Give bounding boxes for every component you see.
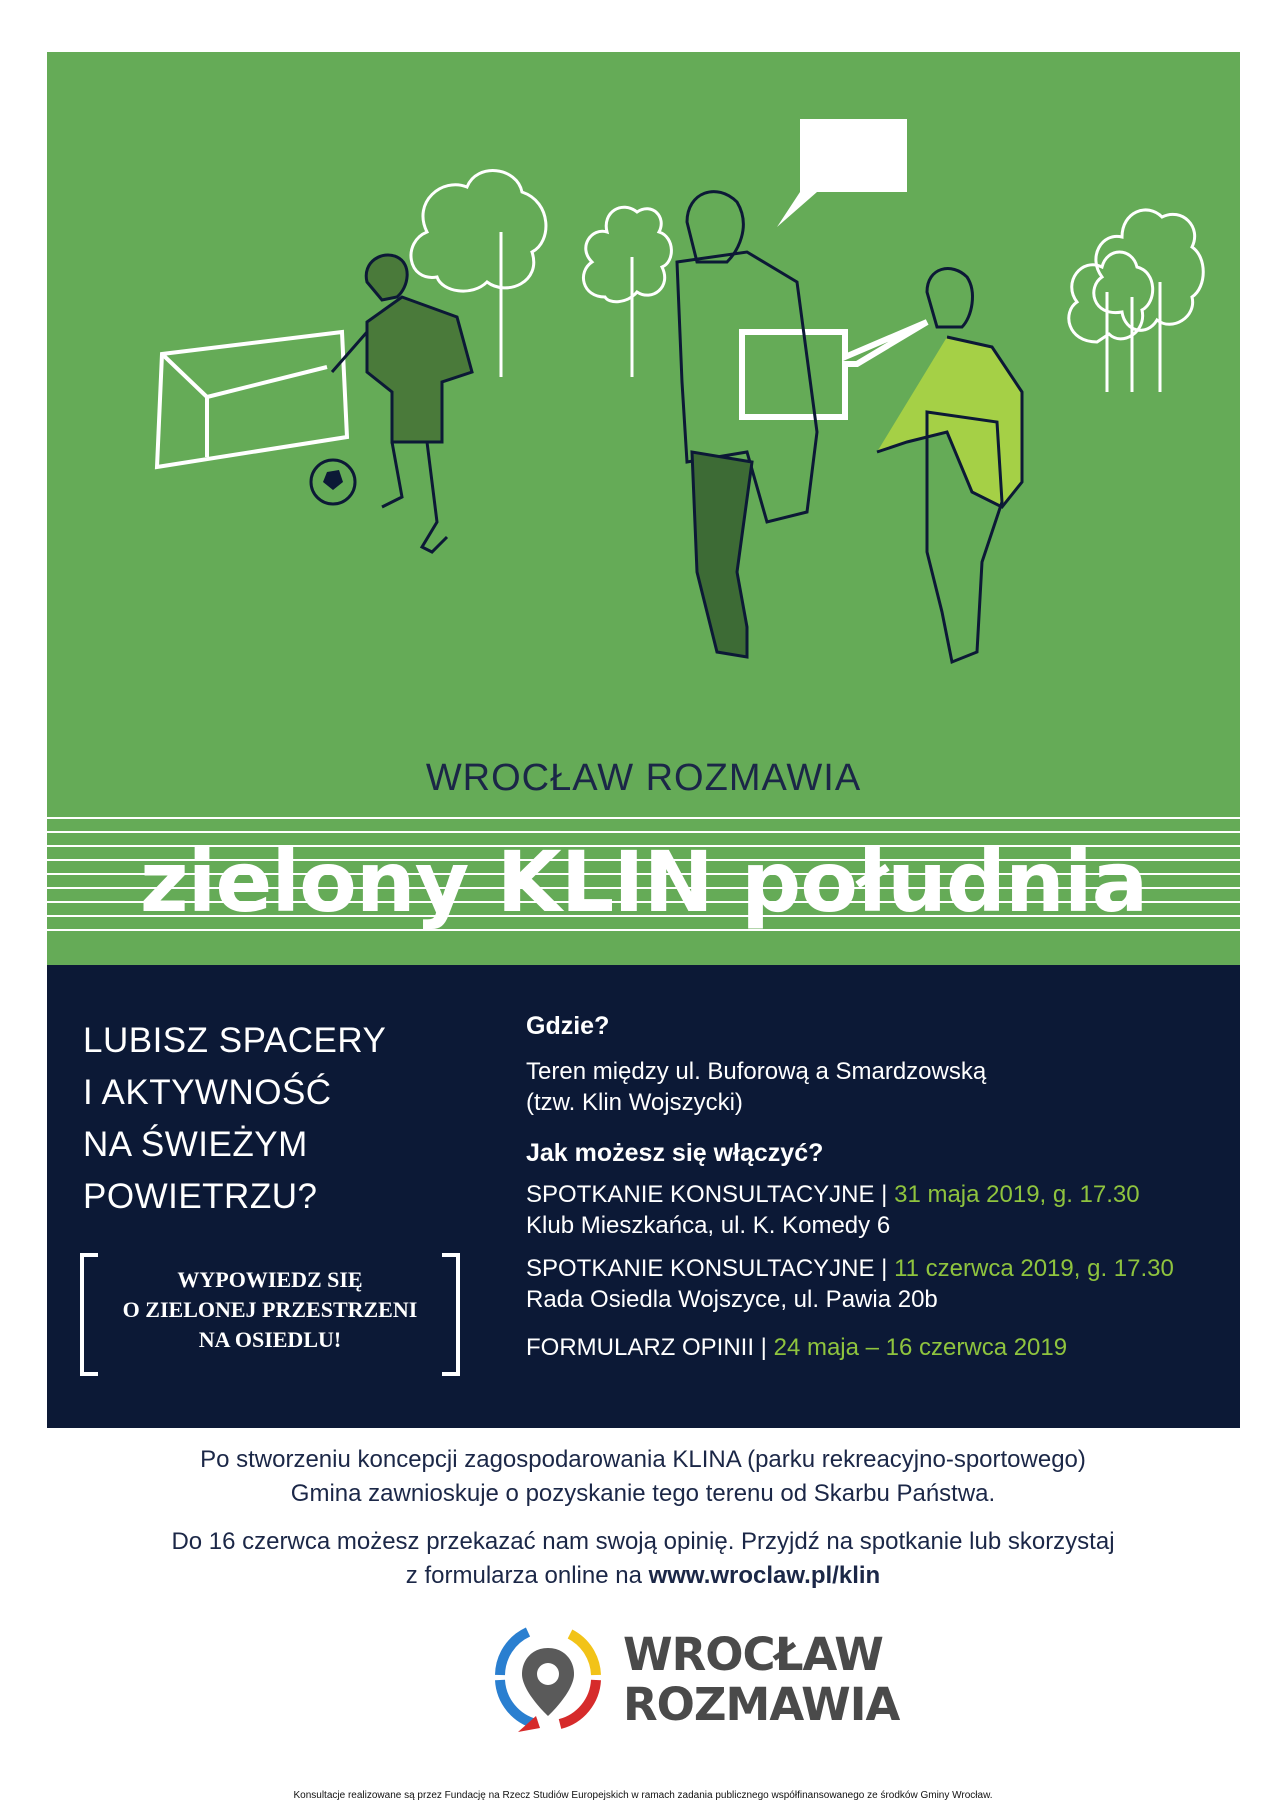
speech-bubble-icon [742, 322, 927, 417]
tree-icon [1069, 210, 1203, 392]
cta-box [80, 1253, 460, 1368]
paragraph-line: Po stworzeniu koncepcji zagospodarowania KLINA (parku rekreacyjno-sportowego) [200, 1446, 1086, 1473]
page-title: zielony KLIN południa [139, 833, 1148, 931]
boy-figure [332, 255, 472, 552]
event-label: SPOTKANIE KONSULTACYJNE | [526, 1181, 888, 1208]
paragraph-line: Do 16 czerwca możesz przekazać nam swoją opinię. Przyjdź na spotkanie lub skorzystaj [171, 1528, 1115, 1555]
event-date: 24 maja – 16 czerwca 2019 [773, 1334, 1068, 1361]
goal-icon [157, 332, 347, 467]
where-heading: Gdzie? [526, 1012, 610, 1040]
question-line: POWIETRZU? [83, 1177, 318, 1216]
details-column [526, 1011, 1226, 1363]
where-line: (tzw. Klin Wojszycki) [526, 1089, 743, 1116]
how-heading: Jak możesz się włączyć? [526, 1139, 824, 1167]
paragraph-prefix: z formularza online na [405, 1562, 642, 1589]
event-date: 31 maja 2019, g. 17.30 [894, 1181, 1140, 1208]
event-label: SPOTKANIE KONSULTACYJNE | [526, 1255, 888, 1282]
event-date: 11 czerwca 2019, g. 17.30 [894, 1255, 1174, 1282]
bracket-right [442, 1253, 460, 1376]
where-line: Teren między ul. Buforową a Smardzowską [526, 1058, 987, 1085]
logo-line: WROCŁAW [623, 1628, 883, 1681]
tree-icon [583, 207, 671, 377]
event-place: Klub Mieszkańca, ul. K. Komedy 6 [526, 1212, 891, 1239]
question-line: NA ŚWIEŻYM [83, 1125, 308, 1164]
info-paragraph-2 [0, 1525, 1286, 1593]
man-figure [677, 192, 817, 657]
speech-bubble-icon [777, 119, 907, 227]
paragraph-line [0, 1559, 1286, 1593]
brand-line: WROCŁAW ROZMAWIA [425, 757, 862, 799]
question-line: LUBISZ SPACERY [83, 1021, 387, 1060]
location-pin-icon [488, 1620, 608, 1740]
girl-figure [877, 269, 1022, 662]
bracket-left [80, 1253, 98, 1376]
event-item [526, 1253, 1226, 1284]
question-text [83, 1015, 413, 1223]
info-panel [47, 965, 1240, 1428]
event-item [526, 1332, 1226, 1363]
info-paragraph-1 [0, 1443, 1286, 1511]
event-item [526, 1179, 1226, 1210]
event-label: FORMULARZ OPINII | [526, 1334, 767, 1361]
ball-icon [311, 460, 355, 504]
cta-line: O ZIELONEJ PRZESTRZENI [122, 1297, 418, 1322]
cta-text [110, 1265, 430, 1355]
logo [488, 1620, 900, 1740]
paragraph-line: Gmina zawnioskuje o pozyskanie tego terenu od Skarbu Państwa. [290, 1480, 996, 1507]
cta-line: WYPOWIEDZ SIĘ [177, 1267, 363, 1292]
website-link[interactable]: www.wroclaw.pl/klin [648, 1562, 881, 1589]
cta-line: NA OSIEDLU! [198, 1327, 342, 1352]
hero-banner [47, 52, 1240, 965]
logo-text [623, 1630, 899, 1730]
footnote: Konsultacje realizowane są przez Fundację na Rzecz Studiów Europejskich w ramach zadania publicznego współfinansowanego ze środków Gminy Wrocław. [293, 1790, 993, 1801]
question-line: I AKTYWNOŚĆ [83, 1073, 332, 1112]
logo-line: ROZMAWIA [623, 1678, 900, 1731]
event-place: Rada Osiedla Wojszyce, ul. Pawia 20b [526, 1286, 938, 1313]
